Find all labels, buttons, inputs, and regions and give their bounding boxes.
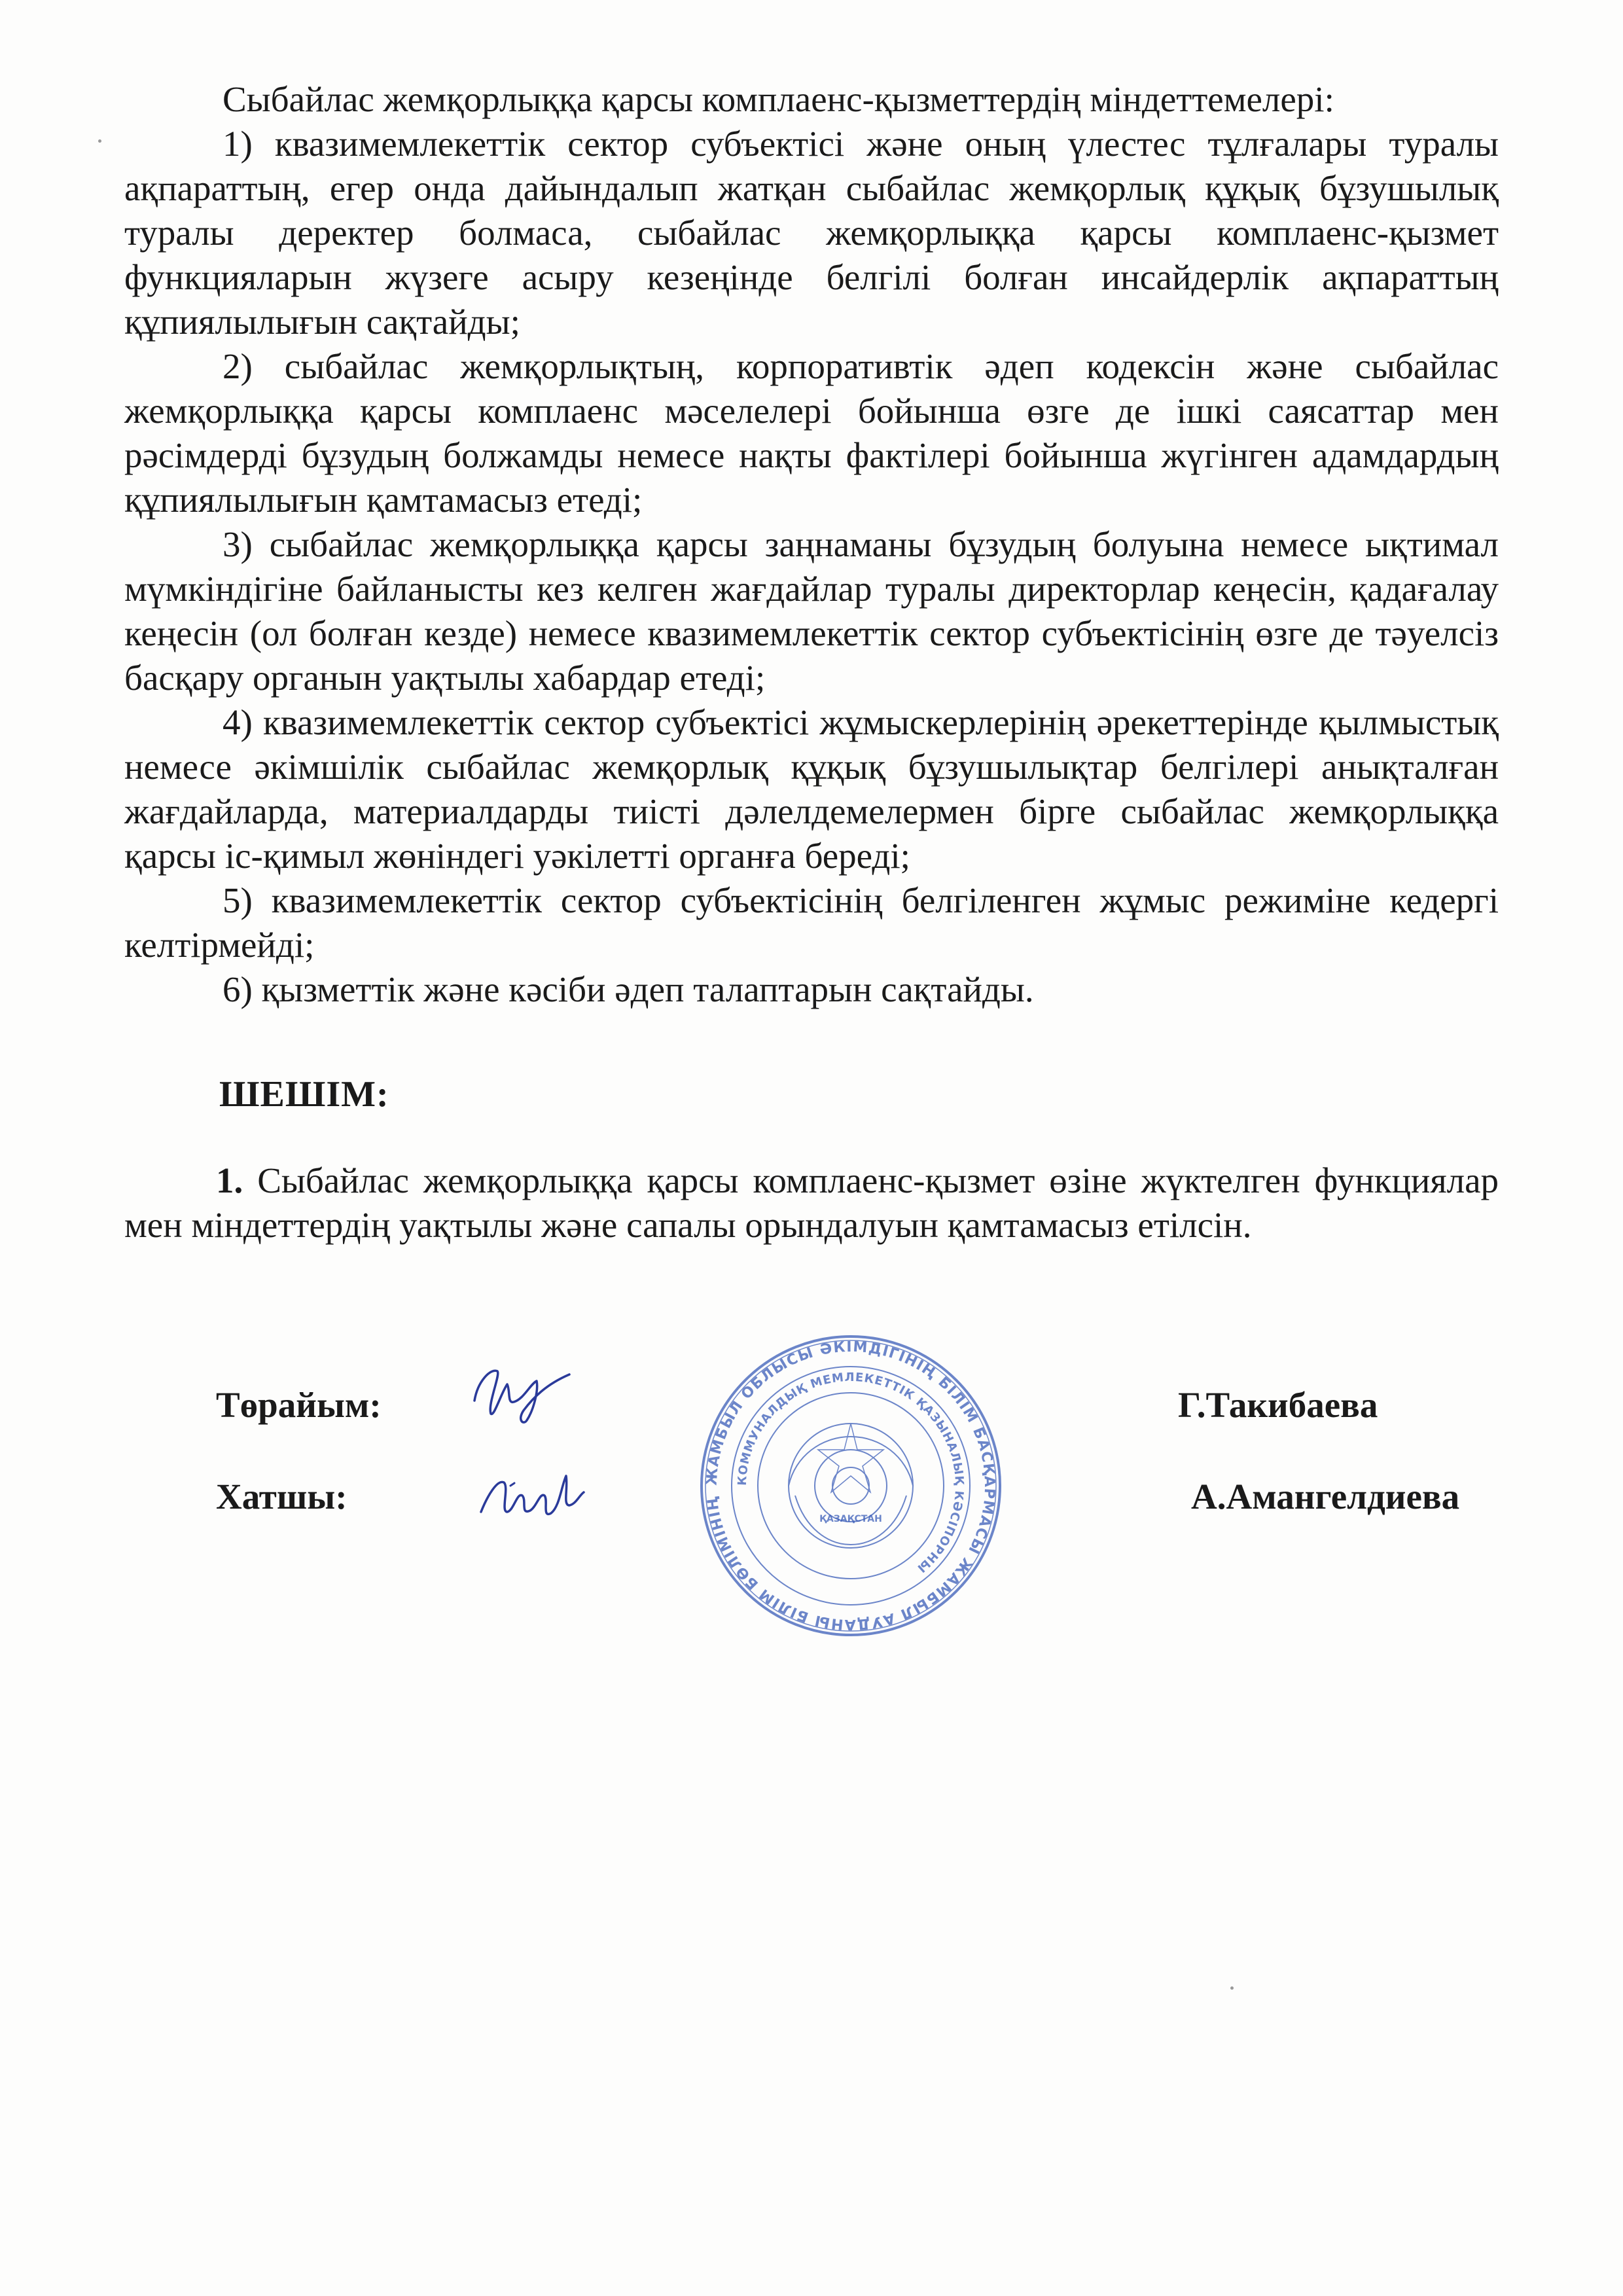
obligation-item-3: 3) сыбайлас жемқорлыққа қарсы заңнаманы бұзудың болуына немесе ықтимал мүмкіндігіне байланысты кез келген жағдайлар туралы директорлар кеңесін, қадағалау кеңесін (ол болған кезде) немесе квазимемлекеттік сектор субъектісінің өзге де тәуелсіз басқару органын уақтылы хабардар етеді; — [124, 524, 1499, 698]
stamp-center-text: ҚАЗАҚСТАН — [819, 1514, 882, 1524]
official-seal — [697, 1332, 1005, 1640]
obligations-intro: Сыбайлас жемқорлыққа қарсы комплаенс-қызметтердің міндеттемелері: — [223, 79, 1334, 119]
obligation-item-5: 5) квазимемлекеттік сектор субъектісінің белгіленген жұмыс режиміне кедергі келтірмейді; — [124, 880, 1499, 965]
chair-name: Г.Такибаева — [1178, 1385, 1378, 1425]
stamp-inner-text: КОММУНАЛДЫҚ МЕМЛЕКЕТТІК ҚАЗЫНАЛЫҚ КӘСІПОРНЫ — [735, 1370, 967, 1576]
obligations-section — [124, 77, 1499, 1012]
scan-speck — [98, 139, 101, 143]
decision-paragraph — [124, 1158, 1499, 1247]
decision-section — [124, 1158, 1499, 1247]
chair-signature — [461, 1355, 579, 1427]
secretary-label: Хатшы: — [216, 1477, 348, 1516]
secretary-signature — [471, 1460, 589, 1532]
obligation-item-6: 6) қызметтік және кәсіби әдеп талаптарын сақтайды. — [223, 969, 1034, 1009]
scan-speck — [1230, 1986, 1234, 1990]
obligation-item-1: 1) квазимемлекеттік сектор субъектісі және оның үлестес тұлғалары туралы ақпараттың, егер онда дайындалып жатқан сыбайлас жемқорлық құқық бұзушылық туралы деректер болмаса, сыбайлас жемқорлыққа қарсы комплаенс-қызмет функцияларын жүзеге асыру кезеңінде белгілі болған инсайдерлік ақпараттың құпиялылығын сақтайды; — [124, 124, 1499, 342]
chair-label: Төрайым: — [216, 1385, 382, 1425]
decision-text: Сыбайлас жемқорлыққа қарсы комплаенс-қызмет өзіне жүктелген функциялар мен міндеттердің уақтылы және сапалы орындалуын қамтамасыз етілсін. — [124, 1160, 1499, 1245]
secretary-name: А.Амангелдиева — [1191, 1477, 1460, 1516]
decision-heading: ШЕШІМ: — [219, 1074, 389, 1115]
stamp-outer-text: ЖАМБЫЛ ОБЛЫСЫ ӘКІМДІГІНІҢ БІЛІМ БАСҚАРМАСЫ ЖАМБЫЛ АУДАНЫ БІЛІМ БӨЛІМІНІҢ — [704, 1338, 998, 1633]
obligation-item-2: 2) сыбайлас жемқорлықтың, корпоративтік әдеп кодексін және сыбайлас жемқорлыққа қарсы комплаенс мәселелері бойынша өзге де ішкі саясаттар мен рәсімдерді бұзудың болжамды немесе нақты фактілері бойынша жүгінген адамдардың құпиялылығын қамтамасыз етеді; — [124, 346, 1499, 520]
obligation-item-4: 4) квазимемлекеттік сектор субъектісі жұмыскерлерінің әрекеттерінде қылмыстық немесе әкімшілік сыбайлас жемқорлық құқық бұзушылықтар белгілері анықталған жағдайларда, материалдарды тиісті дәлелдемелермен бірге сыбайлас жемқорлыққа қарсы іс-қимыл жөніндегі уәкілетті органға береді; — [124, 702, 1499, 876]
decision-number: 1. — [216, 1160, 243, 1200]
